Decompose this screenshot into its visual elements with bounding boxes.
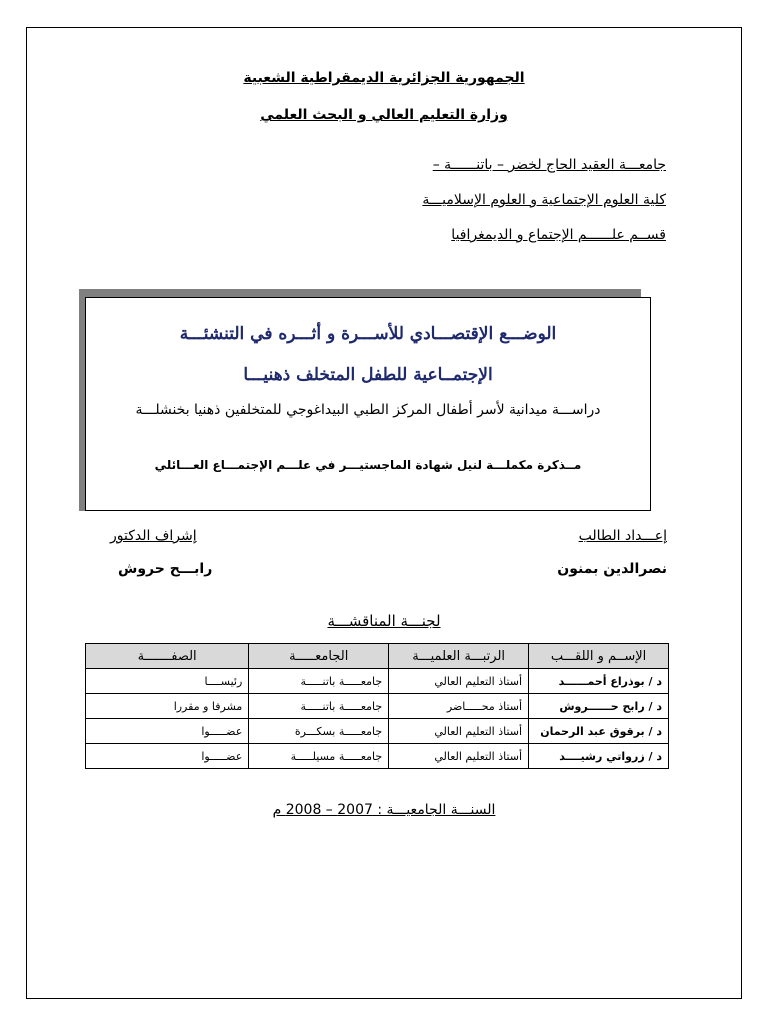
jury-member-role: رئيســــا [86,669,249,694]
jury-member-rank: أستاذ محـــــاضر [389,694,529,719]
column-header-role: الصفـــــــة [86,644,249,669]
university-name: جامعـــة العقيد الحاج لخضر – باتنــــــة – [432,157,666,173]
jury-member-name: د / رابح حــــــروش [529,694,669,719]
jury-member-name: د / بوذراع أحمــــــد [529,669,669,694]
thesis-note: مــذكرة مكملـــة لنيل شهادة الماجستيـــر في علـــم الإجتمـــاع العـــائلي [154,458,582,472]
supervisor-label: إشراف الدكتور [110,528,197,544]
thesis-subtitle: دراســـة ميدانية لأسر أطفال المركز الطبي البيداغوجي للمتخلفين ذهنيا بخنشلـــة [135,402,601,418]
jury-member-university: جامعـــــة بسكـــرة [249,719,389,744]
jury-title: لجنـــة المناقشـــة [327,612,441,630]
jury-member-rank: أستاذ التعليم العالي [389,744,529,769]
student-name: نصرالدين بمنون [557,561,667,577]
column-header-rank: الرتبـــة العلميـــة [389,644,529,669]
table-row [86,744,669,769]
faculty-name: كلية العلوم الإجتماعية و العلوم الإسلاميـــة [422,192,666,208]
jury-member-rank: أستاذ التعليم العالي [389,719,529,744]
jury-header-row [86,644,669,669]
jury-member-role: عضـــــوا [86,744,249,769]
column-header-university: الجامعـــــة [249,644,389,669]
jury-table [85,643,669,769]
republic-heading: الجمهورية الجزائرية الديمقراطية الشعبية [243,70,525,86]
supervisor-name: رابـــح حروش [118,561,213,577]
title-box [85,297,651,511]
jury-member-rank: أستاذ التعليم العالي [389,669,529,694]
jury-member-role: عضـــــوا [86,719,249,744]
jury-member-name: د / برقوق عبد الرحمان [529,719,669,744]
jury-member-university: جامعـــــة باتنـــــة [249,694,389,719]
table-row [86,669,669,694]
thesis-title-line2: الإجتمــاعية للطفل المتخلف ذهنيـــا [243,365,493,385]
jury-member-name: د / زرواتي رشيــــد [529,744,669,769]
academic-year: السنـــة الجامعيـــة : 2007 – 2008 م [272,802,496,818]
thesis-title-line1: الوضـــع الإقتصـــادي للأســـرة و أثـــره في التنشئـــة [179,324,557,344]
table-row [86,719,669,744]
jury-member-university: جامعـــــة مسيلـــــة [249,744,389,769]
department-name: قســم علــــــم الإجتماع و الديمغرافيا [451,227,666,243]
jury-member-university: جامعـــــة باتنـــــة [249,669,389,694]
ministry-heading: وزارة التعليم العالي و البحث العلمي [260,107,508,123]
column-header-name: الإســم و اللقـــب [529,644,669,669]
table-row [86,694,669,719]
jury-member-role: مشرفا و مقررا [86,694,249,719]
student-label: إعـــداد الطالب [578,528,667,544]
